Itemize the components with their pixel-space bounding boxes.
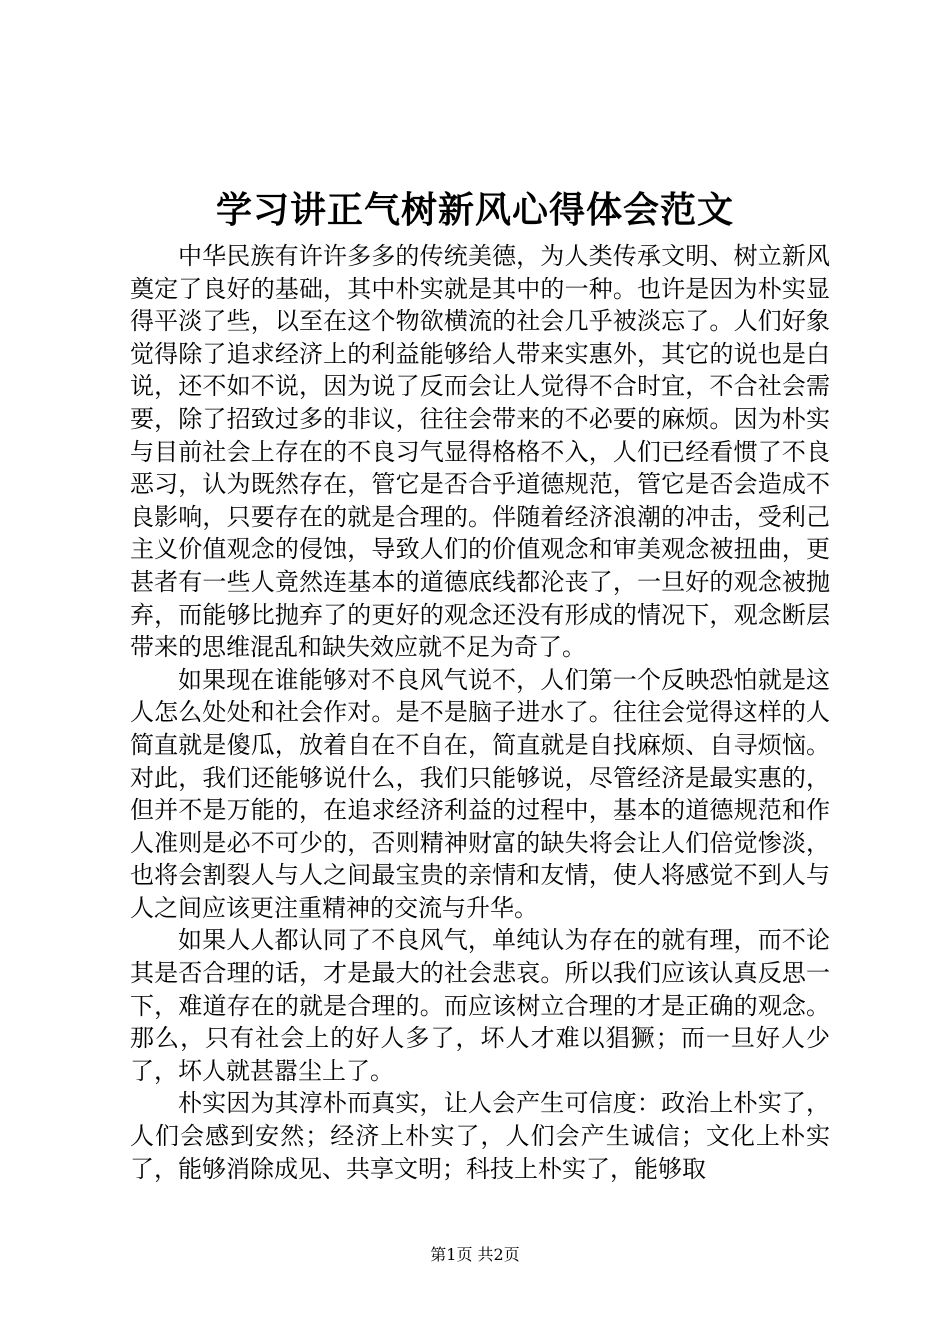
paragraph: 如果人人都认同了不良风气，单纯认为存在的就有理，而不论其是否合理的话，才是最大的社会悲哀。所以我们应该认真反思一下，难道存在的就是合理的。而应该树立合理的才是正确的观念。那么，只有社会上的好人多了，坏人才难以猖獗；而一旦好人少了，坏人就甚嚣尘上了。	[130, 926, 830, 1085]
paragraph: 朴实因为其淳朴而真实，让人会产生可信度：政治上朴实了，人们会感到安然；经济上朴实了，人们会产生诚信；文化上朴实了，能够消除成见、共享文明；科技上朴实了，能够取	[130, 1089, 830, 1183]
paragraph: 如果现在谁能够对不良风气说不，人们第一个反映恐怕就是这人怎么处处和社会作对。是不是脑子进水了。往往会觉得这样的人简直就是傻瓜，放着自在不自在，简直就是自找麻烦、自寻烦恼。对此，我们还能够说什么，我们只能够说，尽管经济是最实惠的，但并不是万能的，在追求经济利益的过程中，基本的道德规范和作人准则是必不可少的，否则精神财富的缺失将会让人们倍觉惨淡，也将会割裂人与人之间最宝贵的亲情和友情，使人将感觉不到人与人之间应该更注重精神的交流与升华。	[130, 665, 830, 922]
document-body	[130, 240, 830, 1185]
paragraph: 中华民族有许许多多的传统美德，为人类传承文明、树立新风奠定了良好的基础，其中朴实就是其中的一种。也许是因为朴实显得平淡了些，以至在这个物欲横流的社会几乎被淡忘了。人们好象觉得除了追求经济上的利益能够给人带来实惠外，其它的说也是白说，还不如不说，因为说了反而会让人觉得不合时宜，不合社会需要，除了招致过多的非议，往往会带来的不必要的麻烦。因为朴实与目前社会上存在的不良习气显得格格不入，人们已经看惯了不良恶习，认为既然存在，管它是否合乎道德规范，管它是否会造成不良影响，只要存在的就是合理的。伴随着经济浪潮的冲击，受利己主义价值观念的侵蚀，导致人们的价值观念和审美观念被扭曲，更甚者有一些人竟然连基本的道德底线都沦丧了，一旦好的观念被抛弃，而能够比抛弃了的更好的观念还没有形成的情况下，观念断层带来的思维混乱和缺失效应就不足为奇了。	[130, 242, 830, 662]
page-number-footer: 第1页 共2页	[430, 1245, 520, 1264]
document-title: 学习讲正气树新风心得体会范文	[215, 189, 734, 231]
